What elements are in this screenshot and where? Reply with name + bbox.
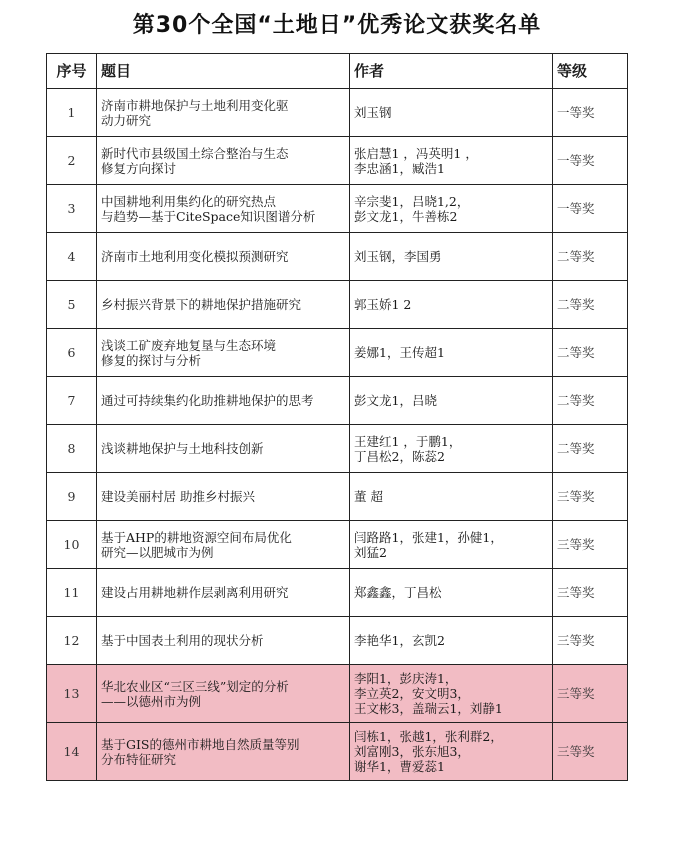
prize-level: 二等奖 [553,281,628,329]
page-title: 第30个全国“土地日”优秀论文获奖名单 [132,13,542,38]
paper-title: 新时代市县级国土综合整治与生态 修复方向探讨 [97,137,350,185]
prize-level: 三等奖 [553,617,628,665]
row-number: 14 [47,723,97,781]
table-row [47,425,628,473]
paper-authors: 辛宗斐1，吕晓1,2， 彭文龙1，牛善栋2 [350,185,553,233]
paper-title: 华北农业区“三区三线”划定的分析 ——以德州市为例 [97,665,350,723]
paper-authors: 彭文龙1，吕晓 [350,377,553,425]
paper-authors: 李艳华1，玄凯2 [350,617,553,665]
paper-title: 浅谈工矿废弃地复垦与生态环境 修复的探讨与分析 [97,329,350,377]
paper-title: 乡村振兴背景下的耕地保护措施研究 [97,281,350,329]
paper-title: 基于AHP的耕地资源空间布局优化 研究—以肥城市为例 [97,521,350,569]
table-body [47,89,628,781]
row-number: 6 [47,329,97,377]
table-row [47,137,628,185]
paper-title: 通过可持续集约化助推耕地保护的思考 [97,377,350,425]
row-number: 7 [47,377,97,425]
paper-authors: 姜娜1，王传超1 [350,329,553,377]
row-number: 12 [47,617,97,665]
prize-level: 二等奖 [553,329,628,377]
paper-authors: 闫栋1，张越1，张利群2， 刘富刚3，张东旭3， 谢华1，曹爱蕊1 [350,723,553,781]
row-number: 8 [47,425,97,473]
award-table [46,53,628,781]
table-row [47,233,628,281]
prize-level: 二等奖 [553,233,628,281]
paper-authors: 郑鑫鑫，丁昌松 [350,569,553,617]
paper-title: 济南市土地利用变化模拟预测研究 [97,233,350,281]
paper-authors: 张启慧1 ，冯英明1 ， 李忠涵1，臧浩1 [350,137,553,185]
row-number: 4 [47,233,97,281]
prize-level: 三等奖 [553,473,628,521]
paper-title: 基于GIS的德州市耕地自然质量等别 分布特征研究 [97,723,350,781]
paper-title: 浅谈耕地保护与土地科技创新 [97,425,350,473]
paper-authors: 董 超 [350,473,553,521]
table-row [47,89,628,137]
prize-level: 一等奖 [553,185,628,233]
header-no: 序号 [47,54,97,89]
row-number: 13 [47,665,97,723]
paper-title: 建设美丽村居 助推乡村振兴 [97,473,350,521]
paper-title: 建设占用耕地耕作层剥离利用研究 [97,569,350,617]
table-row [47,473,628,521]
paper-authors: 李阳1，彭庆涛1， 李立英2，安文明3， 王文彬3，盖瑞云1，刘静1 [350,665,553,723]
paper-authors: 刘玉钢 [350,89,553,137]
header-title: 题目 [97,54,350,89]
table-row [47,281,628,329]
table-row [47,665,628,723]
prize-level: 三等奖 [553,665,628,723]
table-row [47,723,628,781]
row-number: 1 [47,89,97,137]
paper-authors: 闫路路1，张建1，孙健1， 刘猛2 [350,521,553,569]
table-row [47,185,628,233]
paper-authors: 刘玉钢，李国勇 [350,233,553,281]
prize-level: 一等奖 [553,137,628,185]
table-row [47,521,628,569]
table-row [47,377,628,425]
paper-title: 济南市耕地保护与土地利用变化驱 动力研究 [97,89,350,137]
row-number: 3 [47,185,97,233]
prize-level: 二等奖 [553,377,628,425]
row-number: 10 [47,521,97,569]
prize-level: 三等奖 [553,723,628,781]
prize-level: 二等奖 [553,425,628,473]
row-number: 11 [47,569,97,617]
paper-authors: 王建红1 ，于鹏1， 丁昌松2，陈蕊2 [350,425,553,473]
table-row [47,329,628,377]
paper-title: 基于中国表土利用的现状分析 [97,617,350,665]
table-row [47,569,628,617]
row-number: 2 [47,137,97,185]
header-prize: 等级 [553,54,628,89]
paper-authors: 郭玉娇1 2 [350,281,553,329]
prize-level: 三等奖 [553,521,628,569]
prize-level: 三等奖 [553,569,628,617]
paper-title: 中国耕地利用集约化的研究热点 与趋势—基于CiteSpace知识图谱分析 [97,185,350,233]
header-authors: 作者 [350,54,553,89]
header-row [47,54,628,89]
row-number: 9 [47,473,97,521]
prize-level: 一等奖 [553,89,628,137]
row-number: 5 [47,281,97,329]
table-row [47,617,628,665]
